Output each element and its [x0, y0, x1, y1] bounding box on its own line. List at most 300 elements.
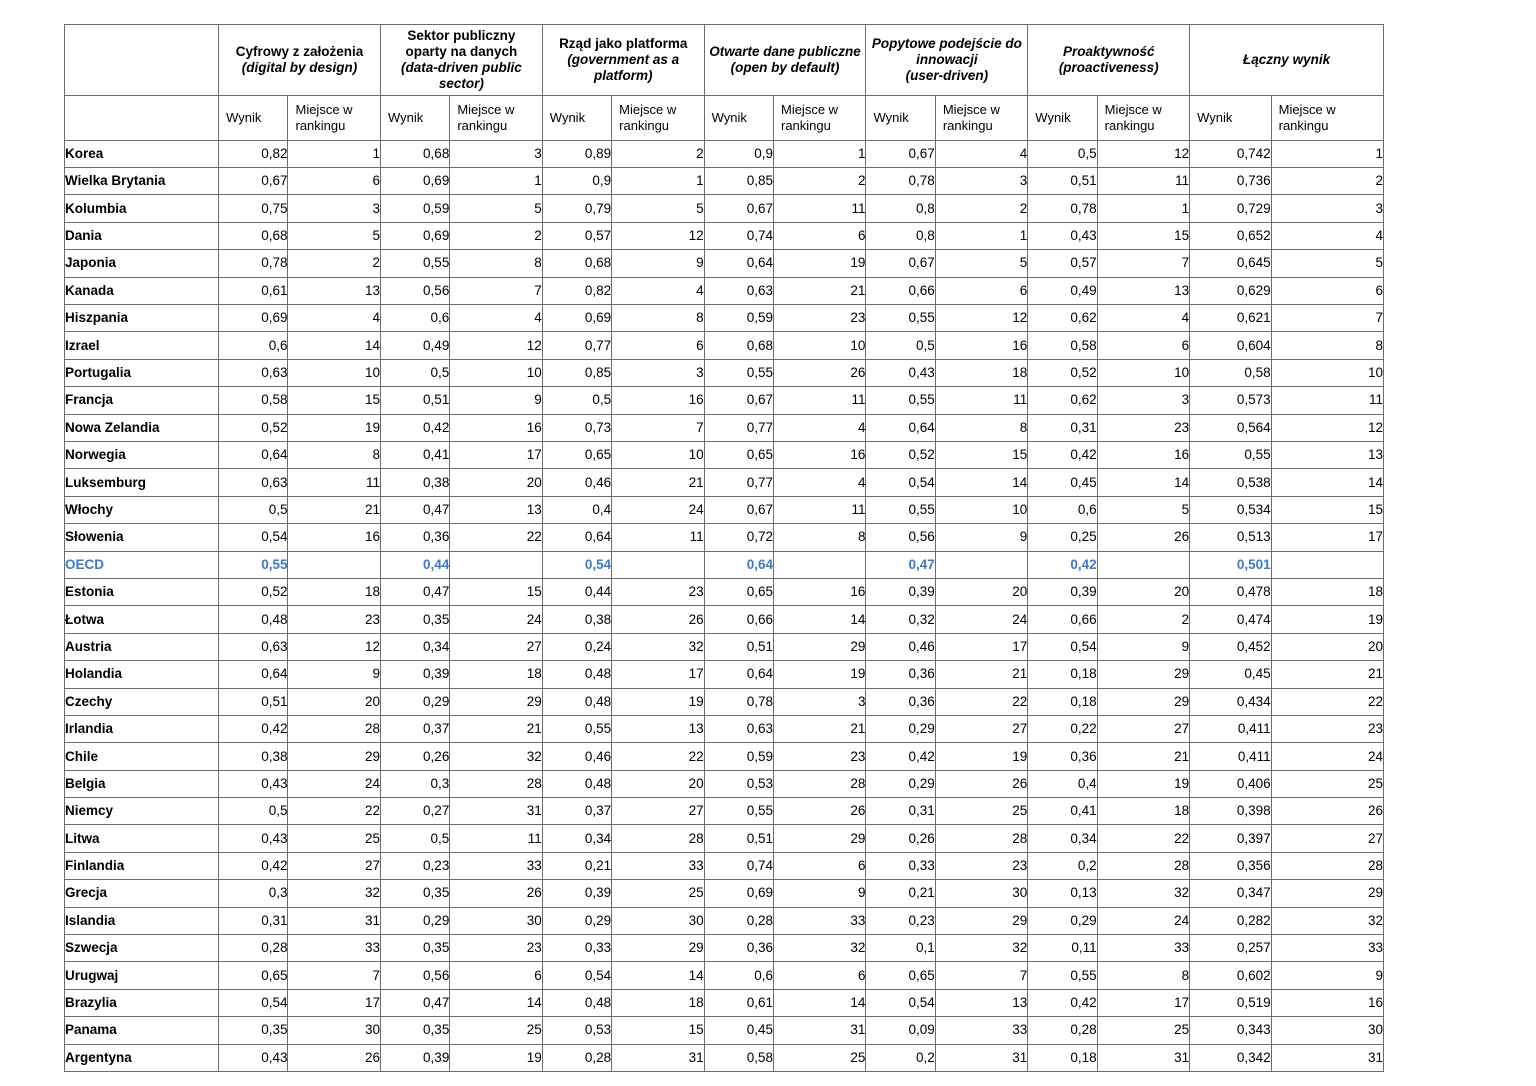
rank-cell: 8 — [450, 250, 542, 277]
rank-cell: 26 — [450, 880, 542, 907]
rank-cell: 8 — [1097, 962, 1189, 989]
score-cell: 0,411 — [1190, 743, 1271, 770]
rank-cell: 21 — [935, 661, 1027, 688]
score-cell: 0,55 — [704, 798, 773, 825]
score-cell: 0,82 — [219, 140, 288, 167]
country-cell: Wielka Brytania — [65, 168, 219, 195]
rank-cell: 20 — [1097, 578, 1189, 605]
score-cell: 0,621 — [1190, 305, 1271, 332]
rank-cell: 3 — [935, 168, 1027, 195]
score-cell: 0,64 — [704, 551, 773, 578]
rank-cell: 9 — [1097, 633, 1189, 660]
rank-cell: 29 — [450, 688, 542, 715]
score-cell: 0,49 — [380, 332, 449, 359]
rank-cell: 29 — [612, 935, 704, 962]
rank-cell: 2 — [450, 222, 542, 249]
header-subcorner — [65, 95, 219, 140]
score-cell: 0,411 — [1190, 715, 1271, 742]
score-cell: 0,68 — [704, 332, 773, 359]
rank-cell: 28 — [288, 715, 380, 742]
rank-cell: 25 — [773, 1044, 865, 1071]
score-cell: 0,452 — [1190, 633, 1271, 660]
score-cell: 0,68 — [219, 222, 288, 249]
score-cell: 0,8 — [866, 222, 935, 249]
rank-cell — [612, 551, 704, 578]
score-cell: 0,46 — [542, 469, 611, 496]
score-cell: 0,35 — [219, 1017, 288, 1044]
table-row — [65, 962, 1384, 989]
rank-cell: 27 — [1097, 715, 1189, 742]
rank-cell: 2 — [1271, 168, 1383, 195]
rank-cell — [935, 551, 1027, 578]
table-row — [65, 496, 1384, 523]
header-group-label-en: (government as a platform) — [567, 51, 680, 83]
score-cell: 0,58 — [704, 1044, 773, 1071]
rank-cell: 6 — [1097, 332, 1189, 359]
rank-cell: 24 — [612, 496, 704, 523]
rank-cell: 4 — [1097, 305, 1189, 332]
score-cell: 0,51 — [380, 387, 449, 414]
rank-cell: 4 — [773, 469, 865, 496]
table-row — [65, 250, 1384, 277]
score-cell: 0,61 — [704, 989, 773, 1016]
country-cell: Litwa — [65, 825, 219, 852]
header-corner — [65, 25, 219, 96]
table-row — [65, 441, 1384, 468]
rank-cell: 11 — [935, 387, 1027, 414]
score-cell: 0,55 — [542, 715, 611, 742]
rank-cell: 32 — [450, 743, 542, 770]
score-cell: 0,58 — [1028, 332, 1097, 359]
rank-cell: 1 — [773, 140, 865, 167]
rank-cell: 23 — [450, 935, 542, 962]
score-cell: 0,78 — [219, 250, 288, 277]
header-score-3: Wynik — [542, 95, 611, 140]
header-group-open-by-default — [704, 25, 866, 96]
rank-cell: 24 — [1271, 743, 1383, 770]
rank-cell: 33 — [1097, 935, 1189, 962]
score-cell: 0,57 — [1028, 250, 1097, 277]
rank-cell: 6 — [773, 962, 865, 989]
score-cell: 0,65 — [704, 441, 773, 468]
rank-cell: 26 — [1097, 524, 1189, 551]
header-rank-3: Miejsce w rankingu — [612, 95, 704, 140]
rank-cell: 7 — [1097, 250, 1189, 277]
score-cell: 0,67 — [704, 195, 773, 222]
rank-cell: 24 — [1097, 907, 1189, 934]
rank-cell: 20 — [288, 688, 380, 715]
rank-cell: 11 — [773, 387, 865, 414]
country-cell: Słowenia — [65, 524, 219, 551]
rank-cell: 1 — [1271, 140, 1383, 167]
table-row — [65, 1044, 1384, 1071]
score-cell: 0,28 — [542, 1044, 611, 1071]
rank-cell: 14 — [935, 469, 1027, 496]
rank-cell: 32 — [773, 935, 865, 962]
rank-cell: 12 — [935, 305, 1027, 332]
rank-cell: 27 — [288, 852, 380, 879]
country-cell: Norwegia — [65, 441, 219, 468]
rank-cell: 22 — [1097, 825, 1189, 852]
table-row — [65, 798, 1384, 825]
score-cell: 0,2 — [1028, 852, 1097, 879]
rank-cell: 21 — [1097, 743, 1189, 770]
rank-cell: 19 — [450, 1044, 542, 1071]
table-row — [65, 305, 1384, 332]
rank-cell: 2 — [1097, 606, 1189, 633]
rank-cell: 7 — [1271, 305, 1383, 332]
rank-cell: 11 — [1271, 387, 1383, 414]
score-cell: 0,48 — [542, 989, 611, 1016]
table-row — [65, 688, 1384, 715]
score-cell: 0,5 — [1028, 140, 1097, 167]
score-cell: 0,6 — [219, 332, 288, 359]
score-cell: 0,38 — [219, 743, 288, 770]
rank-cell: 12 — [450, 332, 542, 359]
score-cell: 0,26 — [380, 743, 449, 770]
score-cell: 0,54 — [542, 551, 611, 578]
score-cell: 0,74 — [704, 852, 773, 879]
table-row — [65, 935, 1384, 962]
rank-cell: 26 — [773, 798, 865, 825]
header-group-label-pl: Rząd jako platforma — [559, 35, 688, 51]
score-cell: 0,342 — [1190, 1044, 1271, 1071]
rank-cell: 31 — [935, 1044, 1027, 1071]
score-cell: 0,538 — [1190, 469, 1271, 496]
score-cell: 0,31 — [866, 798, 935, 825]
score-cell: 0,43 — [219, 1044, 288, 1071]
rank-cell: 19 — [773, 661, 865, 688]
table-row — [65, 578, 1384, 605]
score-cell: 0,6 — [1028, 496, 1097, 523]
score-cell: 0,54 — [542, 962, 611, 989]
rank-cell: 1 — [450, 168, 542, 195]
score-cell: 0,34 — [1028, 825, 1097, 852]
score-cell: 0,65 — [704, 578, 773, 605]
header-group-label-en: (data-driven public sector) — [401, 59, 522, 91]
score-cell: 0,729 — [1190, 195, 1271, 222]
score-cell: 0,257 — [1190, 935, 1271, 962]
score-cell: 0,3 — [380, 770, 449, 797]
score-cell: 0,45 — [1190, 661, 1271, 688]
rank-cell: 10 — [1097, 359, 1189, 386]
score-cell: 0,564 — [1190, 414, 1271, 441]
header-group-data-driven-public-sector — [380, 25, 542, 96]
rank-cell: 10 — [773, 332, 865, 359]
rank-cell: 6 — [450, 962, 542, 989]
rank-cell: 3 — [773, 688, 865, 715]
rank-cell: 14 — [773, 606, 865, 633]
rank-cell: 7 — [288, 962, 380, 989]
rank-cell: 7 — [935, 962, 1027, 989]
score-cell: 0,51 — [1028, 168, 1097, 195]
rank-cell: 31 — [1097, 1044, 1189, 1071]
rank-cell: 8 — [773, 524, 865, 551]
rank-cell: 27 — [612, 798, 704, 825]
rank-cell — [450, 551, 542, 578]
header-rank-4: Miejsce w rankingu — [773, 95, 865, 140]
score-cell: 0,39 — [1028, 578, 1097, 605]
score-cell: 0,398 — [1190, 798, 1271, 825]
score-cell: 0,73 — [542, 414, 611, 441]
rank-cell: 12 — [288, 633, 380, 660]
rank-cell: 31 — [612, 1044, 704, 1071]
score-cell: 0,63 — [704, 715, 773, 742]
rank-cell: 31 — [773, 1017, 865, 1044]
rank-cell: 2 — [935, 195, 1027, 222]
rank-cell: 11 — [450, 825, 542, 852]
score-cell: 0,9 — [542, 168, 611, 195]
score-cell: 0,31 — [219, 907, 288, 934]
score-cell: 0,629 — [1190, 277, 1271, 304]
header-rank-total: Miejsce w rankingu — [1271, 95, 1383, 140]
country-cell: Argentyna — [65, 1044, 219, 1071]
score-cell: 0,43 — [866, 359, 935, 386]
rank-cell: 19 — [1271, 606, 1383, 633]
rank-cell: 4 — [288, 305, 380, 332]
rank-cell: 16 — [773, 441, 865, 468]
rank-cell: 6 — [773, 222, 865, 249]
score-cell: 0,55 — [866, 387, 935, 414]
rank-cell: 33 — [612, 852, 704, 879]
score-cell: 0,54 — [1028, 633, 1097, 660]
country-cell: Holandia — [65, 661, 219, 688]
rank-cell: 14 — [612, 962, 704, 989]
table-row — [65, 359, 1384, 386]
score-cell: 0,5 — [219, 496, 288, 523]
rank-cell: 33 — [935, 1017, 1027, 1044]
rank-cell: 1 — [612, 168, 704, 195]
country-cell: Niemcy — [65, 798, 219, 825]
header-group-label-en: (digital by design) — [241, 59, 358, 75]
score-cell: 0,61 — [219, 277, 288, 304]
score-cell: 0,42 — [380, 414, 449, 441]
rank-cell: 26 — [773, 359, 865, 386]
score-cell: 0,66 — [704, 606, 773, 633]
country-cell: Chile — [65, 743, 219, 770]
rank-cell: 2 — [288, 250, 380, 277]
rank-cell: 32 — [1271, 907, 1383, 934]
score-cell: 0,44 — [380, 551, 449, 578]
table-row — [65, 195, 1384, 222]
score-cell: 0,434 — [1190, 688, 1271, 715]
table-row — [65, 387, 1384, 414]
rank-cell: 21 — [773, 715, 865, 742]
header-group-label-pl: Popytowe podejście do innowacji — [871, 35, 1022, 67]
score-cell: 0,66 — [866, 277, 935, 304]
country-cell: Luksemburg — [65, 469, 219, 496]
rank-cell: 8 — [288, 441, 380, 468]
rank-cell: 10 — [935, 496, 1027, 523]
score-cell: 0,24 — [542, 633, 611, 660]
header-group-label-pl: Łączny wynik — [1243, 51, 1331, 67]
score-cell: 0,41 — [380, 441, 449, 468]
rank-cell: 16 — [612, 387, 704, 414]
score-cell: 0,34 — [542, 825, 611, 852]
rank-cell: 33 — [1271, 935, 1383, 962]
rank-cell: 5 — [1097, 496, 1189, 523]
rank-cell: 3 — [612, 359, 704, 386]
country-cell: OECD — [65, 551, 219, 578]
rank-cell: 18 — [612, 989, 704, 1016]
rank-cell: 25 — [612, 880, 704, 907]
score-cell: 0,67 — [219, 168, 288, 195]
score-cell: 0,43 — [219, 770, 288, 797]
score-cell: 0,55 — [866, 305, 935, 332]
country-cell: Panama — [65, 1017, 219, 1044]
rank-cell: 26 — [935, 770, 1027, 797]
score-cell: 0,47 — [380, 496, 449, 523]
rank-cell: 27 — [935, 715, 1027, 742]
score-cell: 0,52 — [219, 578, 288, 605]
score-cell: 0,69 — [380, 222, 449, 249]
rank-cell — [1271, 551, 1383, 578]
rank-cell: 18 — [935, 359, 1027, 386]
rank-cell: 12 — [1271, 414, 1383, 441]
score-cell: 0,53 — [704, 770, 773, 797]
rank-cell: 9 — [612, 250, 704, 277]
rank-cell: 14 — [1097, 469, 1189, 496]
score-cell: 0,6 — [704, 962, 773, 989]
header-rank-2: Miejsce w rankingu — [450, 95, 542, 140]
score-cell: 0,35 — [380, 935, 449, 962]
score-cell: 0,29 — [542, 907, 611, 934]
score-cell: 0,23 — [380, 852, 449, 879]
table-row — [65, 852, 1384, 879]
score-cell: 0,54 — [866, 469, 935, 496]
rank-cell: 28 — [935, 825, 1027, 852]
score-cell: 0,282 — [1190, 907, 1271, 934]
rank-cell: 26 — [288, 1044, 380, 1071]
rank-cell: 28 — [773, 770, 865, 797]
score-cell: 0,23 — [866, 907, 935, 934]
score-cell: 0,42 — [1028, 989, 1097, 1016]
rank-cell: 29 — [773, 825, 865, 852]
rank-cell: 16 — [773, 578, 865, 605]
rank-cell: 17 — [1097, 989, 1189, 1016]
score-cell: 0,5 — [219, 798, 288, 825]
score-cell: 0,55 — [866, 496, 935, 523]
country-cell: Kanada — [65, 277, 219, 304]
score-cell: 0,5 — [380, 825, 449, 852]
score-cell: 0,69 — [219, 305, 288, 332]
score-cell: 0,21 — [866, 880, 935, 907]
table-header — [65, 25, 1384, 141]
rank-cell: 1 — [935, 222, 1027, 249]
rank-cell: 21 — [1271, 661, 1383, 688]
score-cell: 0,38 — [542, 606, 611, 633]
rank-cell: 14 — [288, 332, 380, 359]
rank-cell: 10 — [450, 359, 542, 386]
table-row — [65, 743, 1384, 770]
score-cell: 0,38 — [380, 469, 449, 496]
score-cell: 0,41 — [1028, 798, 1097, 825]
score-cell: 0,2 — [866, 1044, 935, 1071]
table-row — [65, 414, 1384, 441]
rank-cell: 26 — [1271, 798, 1383, 825]
rank-cell: 20 — [612, 770, 704, 797]
score-cell: 0,64 — [866, 414, 935, 441]
score-cell: 0,78 — [1028, 195, 1097, 222]
score-cell: 0,39 — [380, 661, 449, 688]
rank-cell: 5 — [288, 222, 380, 249]
score-cell: 0,3 — [219, 880, 288, 907]
rank-cell: 15 — [1097, 222, 1189, 249]
score-cell: 0,59 — [380, 195, 449, 222]
rank-cell: 30 — [450, 907, 542, 934]
rank-cell: 11 — [773, 496, 865, 523]
score-cell: 0,78 — [866, 168, 935, 195]
rank-cell: 2 — [773, 168, 865, 195]
score-cell: 0,63 — [704, 277, 773, 304]
table-sheet — [64, 24, 1384, 1072]
score-cell: 0,47 — [380, 578, 449, 605]
score-cell: 0,65 — [866, 962, 935, 989]
rank-cell: 13 — [288, 277, 380, 304]
score-cell: 0,18 — [1028, 1044, 1097, 1071]
score-cell: 0,43 — [219, 825, 288, 852]
rank-cell: 16 — [1271, 989, 1383, 1016]
table-body — [65, 140, 1384, 1071]
score-cell: 0,56 — [380, 962, 449, 989]
header-group-digital-by-design — [219, 25, 381, 96]
rank-cell: 6 — [288, 168, 380, 195]
rank-cell: 29 — [288, 743, 380, 770]
country-cell: Estonia — [65, 578, 219, 605]
score-cell: 0,47 — [380, 989, 449, 1016]
rank-cell: 25 — [450, 1017, 542, 1044]
rank-cell: 29 — [1097, 661, 1189, 688]
score-cell: 0,27 — [380, 798, 449, 825]
score-cell: 0,42 — [866, 743, 935, 770]
score-cell: 0,18 — [1028, 688, 1097, 715]
rank-cell: 15 — [612, 1017, 704, 1044]
rank-cell: 30 — [612, 907, 704, 934]
rank-cell: 8 — [612, 305, 704, 332]
rank-cell: 33 — [450, 852, 542, 879]
rank-cell: 32 — [935, 935, 1027, 962]
rank-cell: 12 — [1097, 140, 1189, 167]
rank-cell: 28 — [1097, 852, 1189, 879]
rank-cell: 12 — [612, 222, 704, 249]
score-cell: 0,68 — [542, 250, 611, 277]
score-cell: 0,45 — [704, 1017, 773, 1044]
table-row — [65, 524, 1384, 551]
header-rank-6: Miejsce w rankingu — [1097, 95, 1189, 140]
score-cell: 0,49 — [1028, 277, 1097, 304]
rank-cell: 17 — [288, 989, 380, 1016]
table-row — [65, 1017, 1384, 1044]
rank-cell: 30 — [935, 880, 1027, 907]
rank-cell: 15 — [935, 441, 1027, 468]
rank-cell: 29 — [773, 633, 865, 660]
rank-cell: 25 — [935, 798, 1027, 825]
score-cell: 0,39 — [380, 1044, 449, 1071]
header-group-label-pl: Proaktywność — [1062, 43, 1155, 59]
score-cell: 0,39 — [866, 578, 935, 605]
rank-cell: 11 — [612, 524, 704, 551]
score-cell: 0,51 — [219, 688, 288, 715]
score-cell: 0,406 — [1190, 770, 1271, 797]
score-cell: 0,55 — [704, 359, 773, 386]
score-cell: 0,36 — [380, 524, 449, 551]
score-cell: 0,55 — [1190, 441, 1271, 468]
rank-cell: 21 — [612, 469, 704, 496]
score-cell: 0,21 — [542, 852, 611, 879]
score-cell: 0,58 — [219, 387, 288, 414]
score-cell: 0,44 — [542, 578, 611, 605]
rank-cell: 15 — [450, 578, 542, 605]
